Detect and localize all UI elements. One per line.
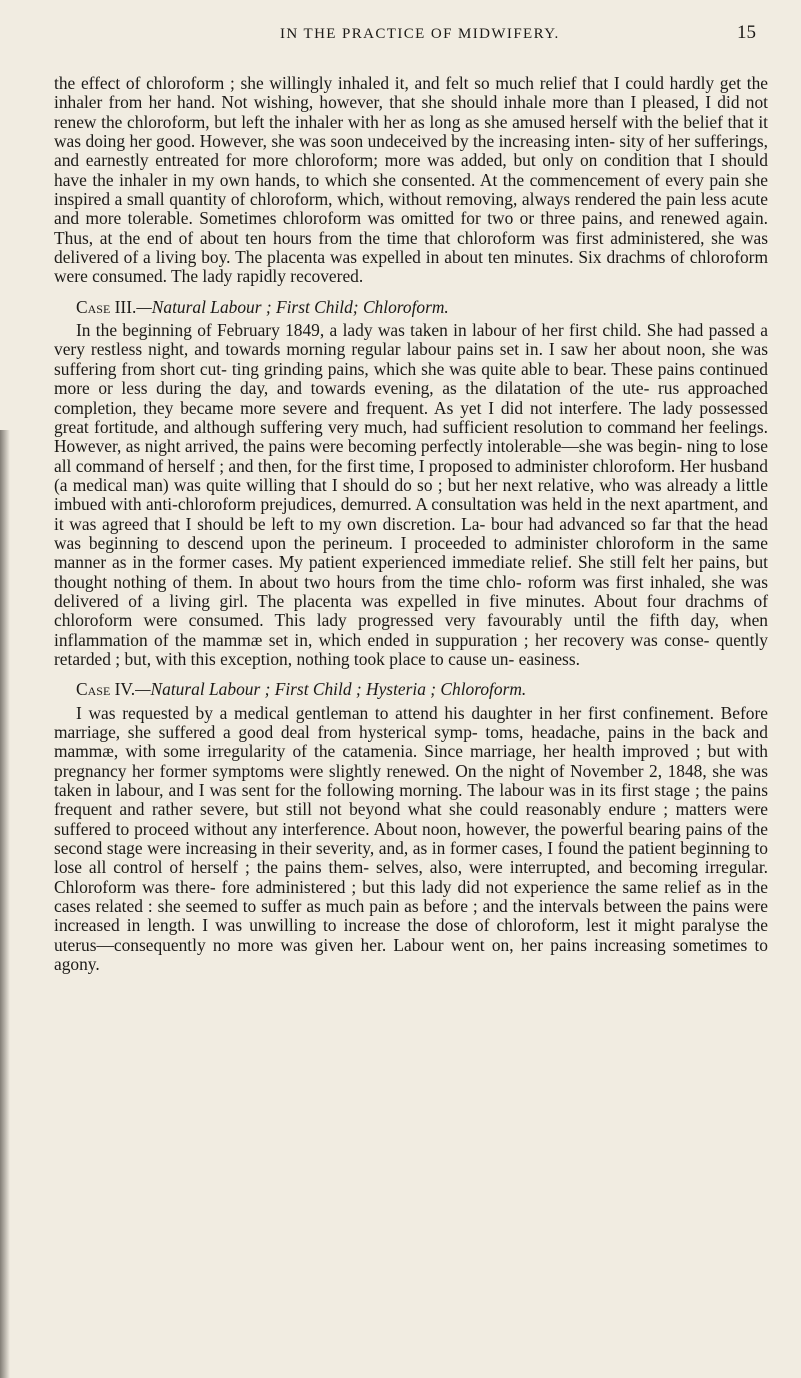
running-header <box>0 20 801 60</box>
case-heading-4 <box>54 680 768 699</box>
page-edge-shadow <box>0 430 10 1378</box>
paragraph-case-3: In the beginning of February 1849, a lady was taken in labour of her first child. She had passed a very restless night, and towards morning regular labour pains set in. I saw her about noon, she was suffering from short cut- ting grinding pains, which she was quite able to bear. These pains continued more or less during the day, and towards evening, as the dilatation of the ute- rus approached completion, they became more severe and frequent. As yet I did not interfere. The lady possessed great fortitude, and although suffering very much, had sufficient resolution to command her feelings. However, as night arrived, the pains were becoming perfectly intolerable—she was begin- ning to lose all command of herself ; and then, for the first time, I proposed to administer chloroform. Her husband (a medical man) was quite willing that I should do so ; but her next relative, who was already a little imbued with anti-chloroform prejudices, demurred. A consultation was held in the next apartment, and it was agreed that I should be left to my own discretion. La- bour had advanced so far that the head was beginning to descend upon the perineum. I proceeded to administer chloroform in the same manner as in the former cases. My patient experienced immediate relief. She still felt her pains, but thought nothing of them. In about two hours from the time chlo- roform was first inhaled, she was delivered of a living girl. The placenta was expelled in five minutes. About four drachms of chloroform were consumed. This lady progressed very favourably until the fifth day, when inflammation of the mammæ set in, which ended in suppuration ; her recovery was conse- quently retarded ; but, with this exception, nothing took place to cause un- easiness. <box>54 320 768 669</box>
body-text <box>54 74 768 974</box>
case-label: Case III. <box>76 296 137 317</box>
case-title: —Natural Labour ; First Child; Chloroform. <box>136 296 449 317</box>
running-title: IN THE PRACTICE OF MIDWIFERY. <box>280 26 560 42</box>
case-heading-3 <box>54 298 768 317</box>
paragraph-case-4: I was requested by a medical gentleman to attend his daughter in her first confinement. Before marriage, she suffered a good deal from hysterical symp- toms, headache, pains in the back and mammæ, with some irregularity of the catamenia. Since marriage, her health improved ; but with pregnancy her former symptoms were slightly renewed. On the night of November 2, 1848, she was taken in labour, and I was sent for the following morning. The labour was in its first stage ; the pains frequent and rather severe, but still not beyond what she could reasonably endure ; matters were suffered to proceed without any interference. About noon, however, the powerful bearing pains of the second stage were increasing in their severity, and, as in former cases, I found the patient beginning to lose all control of herself ; the pains them- selves, also, were interrupted, and becoming irregular. Chloroform was there- fore administered ; but this lady did not experience the same relief as in the cases related : she seemed to suffer as much pain as before ; and the intervals between the pains were increased in length. I was unwilling to increase the dose of chloroform, lest it might paralyse the uterus—consequently no more was given her. Labour went on, her pains increasing sometimes to agony. <box>54 702 768 975</box>
case-title: —Natural Labour ; First Child ; Hysteria ; Chloroform. <box>135 679 527 700</box>
case-label: Case IV. <box>76 679 136 700</box>
page-number: 15 <box>737 22 756 43</box>
paragraph-continued: the effect of chloroform ; she willingly inhaled it, and felt so much relief that I could hardly get the inhaler from her hand. Not wishing, however, that she should inhale more than I pleased, I did not renew the chloroform, but left the inhaler with her as long as she amused herself with the belief that it was doing her good. However, she was soon undeceived by the increasing inten- sity of her sufferings, and earnestly entreated for more chloroform; more was added, but only on condition that I should have the inhaler in my own hands, to which she consented. At the commencement of every pain she inspired a small quantity of chloroform, which, without removing, always rendered the pain less acute and more tolerable. Sometimes chloroform was omitted for two or three pains, and renewed again. Thus, at the end of about ten hours from the time that chloroform was first administered, she was delivered of a living boy. The placenta was expelled in about ten minutes. Six drachms of chloroform were consumed. The lady rapidly recovered. <box>54 73 768 287</box>
